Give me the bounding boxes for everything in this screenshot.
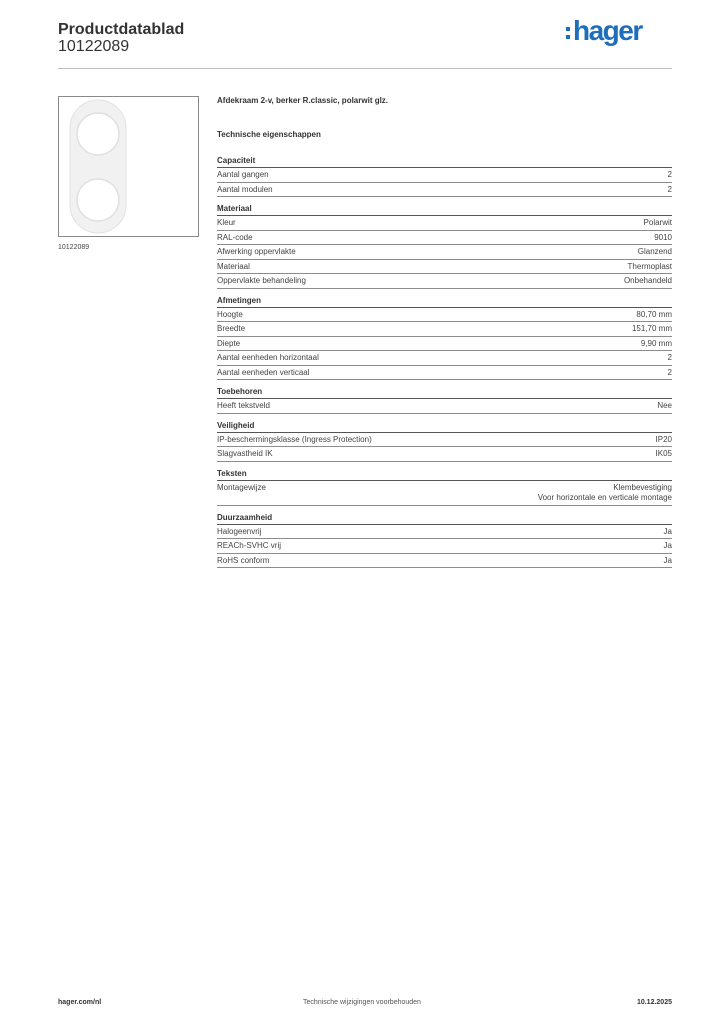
section-title: Duurzaamheid [217,513,672,525]
property-section [217,469,672,506]
property-value-line: Nee [657,401,672,410]
technical-properties-title: Technische eigenschappen [217,130,321,139]
page-title: Productdatablad [58,21,185,38]
section-title: Teksten [217,469,672,481]
property-label: REACh-SVHC vrij [217,541,282,550]
property-value-line: 2 [667,353,672,362]
property-value [628,262,672,273]
property-label: Aantal modulen [217,184,273,194]
property-row [217,433,672,448]
property-row [217,245,672,260]
property-value [644,218,672,229]
property-value-line: 2 [667,367,672,377]
properties-table [217,156,672,575]
property-label: Afwerking oppervlakte [217,247,296,256]
footer-disclaimer: Technische wijzigingen voorbehouden [303,999,421,1006]
property-label: Halogeenvrij [217,526,262,536]
property-label: Hoogte [217,309,243,319]
property-value-line: Ja [663,541,672,550]
property-value [668,353,672,364]
property-value-line: Thermoplast [627,261,672,271]
property-row [217,539,672,554]
property-row [217,447,672,462]
product-description: Afdekraam 2-v, berker R.classic, polarwit glz. [217,96,389,105]
property-row [217,308,672,323]
property-section [217,296,672,381]
section-title: Materiaal [217,204,672,216]
double-frame-cover-plate-icon [59,97,198,236]
footer-date: 10.12.2025 [636,999,672,1006]
property-value-line: IP20 [655,434,672,444]
property-value [636,310,672,321]
property-row [217,260,672,275]
property-row [217,366,672,381]
property-value-line: 2 [667,170,672,179]
property-label: Diepte [217,338,241,348]
logo-text: hager [573,15,642,46]
section-title: Toebehoren [217,387,672,399]
property-value [656,449,672,460]
property-value [638,247,672,258]
property-section [217,421,672,462]
property-row [217,337,672,352]
property-value-line: Polarwit [643,218,672,227]
product-code: 10122089 [58,38,130,55]
property-value-line: Onbehandeld [623,276,672,285]
property-label: Oppervlakte behandeling [217,276,306,285]
property-value-line: 151,70 mm [631,324,672,333]
property-row [217,274,672,289]
property-row [217,216,672,231]
property-label: Montagewijze [217,482,266,492]
property-row [217,481,672,506]
property-label: RAL-code [217,232,253,242]
property-value-line: 9010 [654,232,672,242]
property-section [217,387,672,414]
property-value-line: 80,70 mm [636,309,672,319]
property-value-line: Ja [663,555,672,565]
property-label: Materiaal [217,261,250,271]
property-value [664,541,672,552]
property-value [641,339,672,350]
property-row [217,231,672,246]
property-value-line: Voor horizontale en verticale montage [537,493,672,502]
property-value [668,170,672,181]
header-divider [58,68,672,69]
property-label: Aantal eenheden verticaal [217,367,310,377]
property-value [656,435,672,446]
property-value-line: 9,90 mm [640,338,672,348]
property-label: RoHS conform [217,555,270,565]
property-value [624,276,672,287]
property-label: Heeft tekstveld [217,401,270,410]
property-row [217,554,672,569]
property-value-line: Klembevestiging [613,482,672,492]
property-section [217,156,672,197]
logo-dots-icon [566,27,570,39]
property-row [217,183,672,198]
property-value [664,556,672,567]
property-row [217,168,672,183]
property-value [668,368,672,379]
property-row [217,322,672,337]
property-value-line: IK05 [655,449,672,458]
property-value [632,324,672,335]
section-title: Afmetingen [217,296,672,308]
hager-logo [566,14,642,48]
property-section [217,513,672,569]
property-value-line: Ja [663,526,672,536]
property-value [664,527,672,538]
property-row [217,399,672,414]
property-label: Breedte [217,324,246,333]
image-caption: 10122089 [58,244,90,251]
property-label: Aantal gangen [217,170,269,179]
property-value [657,401,672,412]
property-value [538,483,672,504]
section-title: Capaciteit [217,156,672,168]
footer-website: hager.com/nl [58,999,102,1006]
property-value-line: Glanzend [637,247,672,256]
property-label: Kleur [217,218,236,227]
section-title: Veiligheid [217,421,672,433]
property-value [654,233,672,244]
product-image [58,96,199,237]
property-row [217,525,672,540]
property-label: IP-beschermingsklasse (Ingress Protection) [217,434,372,444]
property-label: Aantal eenheden horizontaal [217,353,319,362]
property-row [217,351,672,366]
property-section [217,204,672,289]
property-label: Slagvastheid IK [217,449,273,458]
property-value-line: 2 [667,184,672,194]
property-value [668,185,672,196]
